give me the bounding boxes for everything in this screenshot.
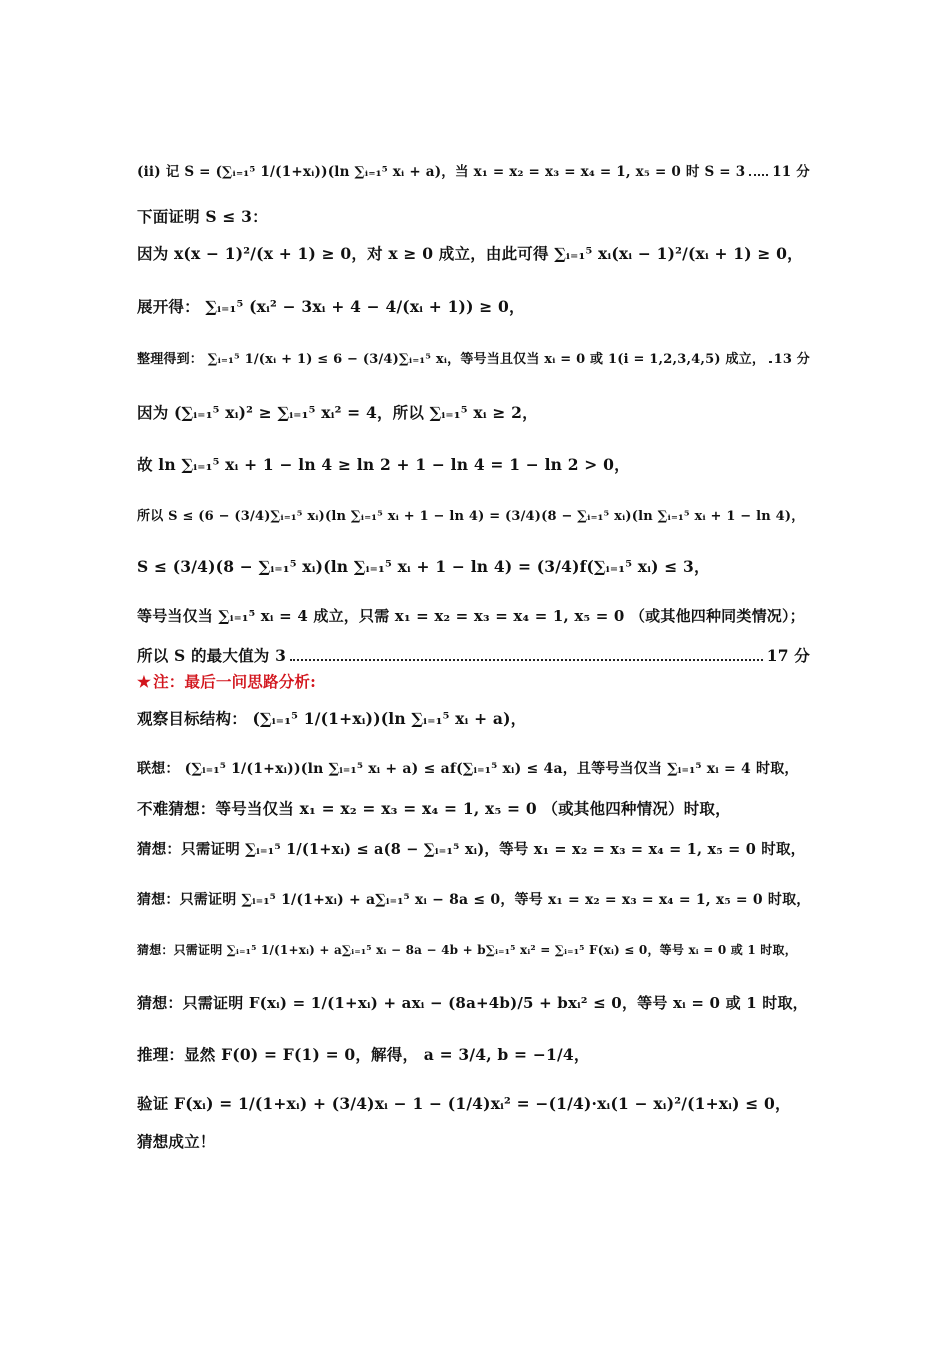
note-line-guess-3 xyxy=(137,941,810,958)
line-text: 联想： (∑ᵢ₌₁⁵ 1/(1+xᵢ))(ln ∑ᵢ₌₁⁵ xᵢ + a) ≤ af(∑ᵢ₌₁⁵ xᵢ) ≤ 4a，且等号当仅当 ∑ᵢ₌₁⁵ xᵢ = 4 时取， xyxy=(137,761,799,777)
note-line-guess-4 xyxy=(137,992,810,1013)
line-equality-condition xyxy=(137,605,810,626)
score-label: 11 分 xyxy=(772,164,810,180)
line-text: 猜想：只需证明 ∑ᵢ₌₁⁵ 1/(1+xᵢ) + a∑ᵢ₌₁⁵ xᵢ − 8a ≤ 0，等号 x₁ = x₂ = x₃ = x₄ = 1, x₅ = 0 时取， xyxy=(137,892,811,908)
line-text: S ≤ (3/4)(8 − ∑ᵢ₌₁⁵ xᵢ)(ln ∑ᵢ₌₁⁵ xᵢ + 1 − ln 4) = (3/4)f(∑ᵢ₌₁⁵ xᵢ) ≤ 3， xyxy=(137,557,710,576)
line-text: 故 ln ∑ᵢ₌₁⁵ xᵢ + 1 − ln 4 ≥ ln 2 + 1 − ln 4 = 1 − ln 2 > 0， xyxy=(137,455,630,474)
note-line-observe xyxy=(137,707,810,729)
note-line-guess-2 xyxy=(137,889,810,909)
line-text: 等号当仅当 ∑ᵢ₌₁⁵ xᵢ = 4 成立，只需 x₁ = x₂ = x₃ = x₄ = 1, x₅ = 0 （或其他四种同类情况）； xyxy=(137,607,805,625)
line-text: 因为 x(x − 1)²/(x + 1) ≥ 0，对 x ≥ 0 成立，由此可得 ∑ᵢ₌₁⁵ xᵢ(xᵢ − 1)²/(xᵢ + 1) ≥ 0， xyxy=(137,244,803,263)
line-text: 观察目标结构： (∑ᵢ₌₁⁵ 1/(1+xᵢ))(ln ∑ᵢ₌₁⁵ xᵢ + a)， xyxy=(137,709,527,728)
score-label: 13 分 xyxy=(773,352,810,367)
line-s-bound-2 xyxy=(137,555,810,577)
line-text: 猜想：只需证明 ∑ᵢ₌₁⁵ 1/(1+xᵢ) ≤ a(8 − ∑ᵢ₌₁⁵ xᵢ)，等号 x₁ = x₂ = x₃ = x₄ = 1, x₅ = 0 时取， xyxy=(137,841,806,858)
line-text: 所以 S ≤ (6 − (3/4)∑ᵢ₌₁⁵ xᵢ)(ln ∑ᵢ₌₁⁵ xᵢ + 1 − ln 4) = (3/4)(8 − ∑ᵢ₌₁⁵ xᵢ)(ln ∑ᵢ₌₁⁵ xᵢ + 1 − ln 4)， xyxy=(137,509,805,524)
line-text: 展开得： ∑ᵢ₌₁⁵ (xᵢ² − 3xᵢ + 4 − 4/(xᵢ + 1)) ≥ 0， xyxy=(137,297,525,316)
line-s-bound-1 xyxy=(137,505,810,524)
line-text: 猜想：只需证明 ∑ᵢ₌₁⁵ 1/(1+xᵢ) + a∑ᵢ₌₁⁵ xᵢ − 8a − 4b + b∑ᵢ₌₁⁵ xᵢ² = ∑ᵢ₌₁⁵ F(xᵢ) ≤ 0，等号 xᵢ = 0 或 1 时取， xyxy=(137,943,797,957)
line-log-bound xyxy=(137,453,810,475)
line-text: 猜想：只需证明 F(xᵢ) = 1/(1+xᵢ) + axᵢ − (8a+4b)/5 + bxᵢ² ≤ 0，等号 xᵢ = 0 或 1 时取， xyxy=(137,994,808,1012)
line-prove-claim xyxy=(137,205,810,227)
line-text: 验证 F(xᵢ) = 1/(1+xᵢ) + (3/4)xᵢ − 1 − (1/4)xᵢ² = −(1/4)·xᵢ(1 − xᵢ)²/(1+xᵢ) ≤ 0， xyxy=(137,1094,791,1113)
line-text: 整理得到： ∑ᵢ₌₁⁵ 1/(xᵢ + 1) ≤ 6 − (3/4)∑ᵢ₌₁⁵ xᵢ，等号当且仅当 xᵢ = 0 或 1(i = 1,2,3,4,5) 成立， xyxy=(137,352,766,367)
line-rearrange xyxy=(137,348,810,367)
line-definition-s xyxy=(137,160,810,180)
note-heading xyxy=(137,670,810,692)
note-line-guess-equality xyxy=(137,797,810,819)
dot-leader xyxy=(769,360,770,363)
note-heading-text: 注：最后一问思路分析: xyxy=(153,672,317,691)
line-text: 下面证明 S ≤ 3： xyxy=(137,207,268,226)
line-text: 不难猜想：等号当仅当 x₁ = x₂ = x₃ = x₄ = 1, x₅ = 0 （或其他四种情况）时取， xyxy=(137,799,731,818)
line-text: 推理：显然 F(0) = F(1) = 0，解得， a = 3/4, b = −1/4， xyxy=(137,1045,590,1064)
line-inequality-basis xyxy=(137,242,810,264)
note-line-reasoning xyxy=(137,1043,810,1065)
line-text: 因为 (∑ᵢ₌₁⁵ xᵢ)² ≥ ∑ᵢ₌₁⁵ xᵢ² = 4，所以 ∑ᵢ₌₁⁵ xᵢ ≥ 2， xyxy=(137,403,538,422)
note-line-associate xyxy=(137,758,810,778)
note-line-conclusion xyxy=(137,1130,810,1152)
line-max-value xyxy=(137,644,810,666)
note-line-verify xyxy=(137,1092,810,1114)
dot-leader xyxy=(749,173,768,176)
line-sum-bound xyxy=(137,401,810,423)
line-text: (ii) 记 S = (∑ᵢ₌₁⁵ 1/(1+xᵢ))(ln ∑ᵢ₌₁⁵ xᵢ + a)，当 x₁ = x₂ = x₃ = x₄ = 1, x₅ = 0 时 S = 3 xyxy=(137,164,746,180)
line-text: 猜想成立！ xyxy=(137,1132,216,1151)
dot-leader xyxy=(290,658,763,661)
score-label: 17 分 xyxy=(766,646,810,665)
line-text: 所以 S 的最大值为 3 xyxy=(137,646,287,665)
line-expand xyxy=(137,295,810,317)
star-icon: ★ xyxy=(137,671,152,691)
note-line-guess-1 xyxy=(137,838,810,859)
